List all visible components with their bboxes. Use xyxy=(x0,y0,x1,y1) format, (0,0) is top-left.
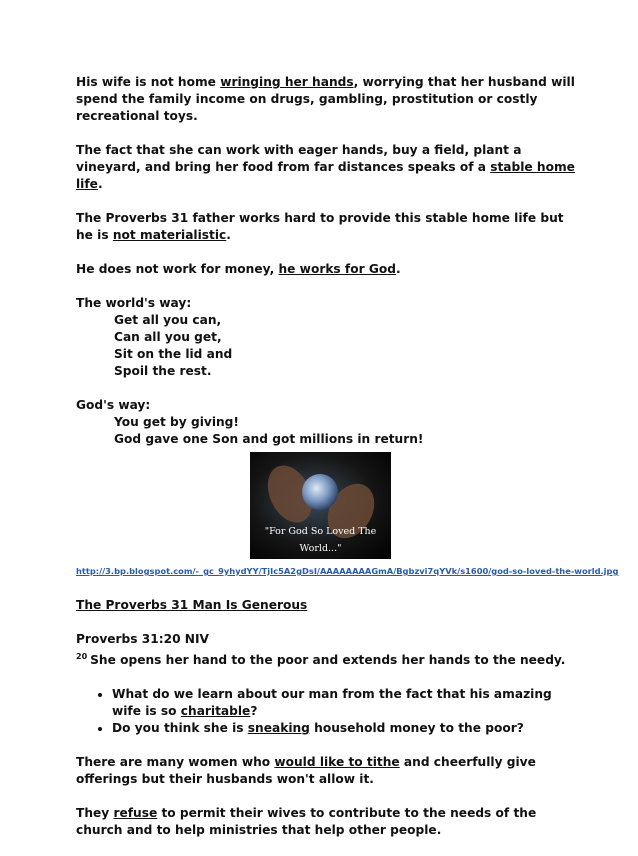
text: ? xyxy=(250,704,258,719)
text: . xyxy=(395,262,401,276)
text: What do we learn about our man from the fact that his amazing wife is so xyxy=(112,687,552,719)
verse-number: 20 xyxy=(76,652,88,661)
question-list xyxy=(76,686,576,737)
globe-icon xyxy=(302,474,338,510)
image-caption: "For God So Loved The World..." xyxy=(264,526,377,554)
text: . xyxy=(226,228,231,242)
paragraph-stable-home xyxy=(76,142,576,193)
text: The Proverbs 31 father works hard to provide this stable home life but he is xyxy=(76,211,564,242)
text: There are many women who xyxy=(76,755,275,770)
document-page xyxy=(76,74,619,856)
underlined-text: wringing her hands xyxy=(220,75,354,89)
worlds-way-line: Spoil the rest. xyxy=(114,364,212,378)
worlds-way-line: Sit on the lid and xyxy=(114,347,233,361)
text: Do you think she is xyxy=(112,721,248,736)
verse-text: She opens her hand to the poor and extends her hands to the needy. xyxy=(90,653,566,668)
text: His wife is not home xyxy=(76,75,221,89)
paragraph-refuse xyxy=(76,805,576,839)
underlined-text: would like to tithe xyxy=(274,755,400,770)
gods-way-block xyxy=(76,397,576,448)
underlined-text: refuse xyxy=(113,806,158,821)
underlined-text: charitable xyxy=(180,704,251,719)
underlined-text: not materialistic xyxy=(112,228,227,242)
image-source-link[interactable]: http://3.bp.blogspot.com/-_gc_9yhydYY/TjIc5A2gDsI/AAAAAAAAGmA/Bgbzvi7qYVk/s1600/god-so-loved-the-world.jpg xyxy=(76,566,619,576)
gods-way-line: God gave one Son and got millions in return! xyxy=(114,432,424,446)
underlined-text: stable home life xyxy=(76,160,575,191)
text: . xyxy=(97,177,103,191)
verse-reference: Proverbs 31:20 NIV xyxy=(76,632,209,646)
text: household money to the poor? xyxy=(309,721,524,736)
worlds-way-line: Can all you get, xyxy=(114,330,222,344)
text: to permit their wives to contribute to the needs of the church and to help ministries that help other people. xyxy=(76,806,537,838)
section-title: The Proverbs 31 Man Is Generous xyxy=(76,598,308,612)
underlined-text: he works for God xyxy=(278,262,396,276)
text: They xyxy=(76,806,114,821)
text: , worrying that her husband will spend the family income on drugs, gambling, prostitution or costly recreational toys. xyxy=(76,75,575,123)
paragraph-wife-not-home xyxy=(76,74,576,125)
paragraph-works-for-god xyxy=(76,261,576,278)
gods-way-line: You get by giving! xyxy=(114,415,239,429)
verse-block xyxy=(76,631,576,669)
globe-in-hands-image xyxy=(250,452,391,559)
text: and cheerfully give offerings but their husbands won't allow it. xyxy=(76,755,536,787)
list-item xyxy=(112,686,576,720)
text: The fact that she can work with eager hands, buy a field, plant a vineyard, and bring her food from far distances speaks of a xyxy=(76,143,522,174)
list-item xyxy=(112,720,576,737)
paragraph-tithe xyxy=(76,754,576,788)
worlds-way-block xyxy=(76,295,576,380)
underlined-text: sneaking xyxy=(247,721,310,736)
worlds-way-line: Get all you can, xyxy=(114,313,222,327)
paragraph-not-materialistic xyxy=(76,210,576,244)
gods-way-heading: God's way: xyxy=(76,398,151,412)
text: He does not work for money, xyxy=(76,262,279,276)
worlds-way-heading: The world's way: xyxy=(76,296,192,310)
